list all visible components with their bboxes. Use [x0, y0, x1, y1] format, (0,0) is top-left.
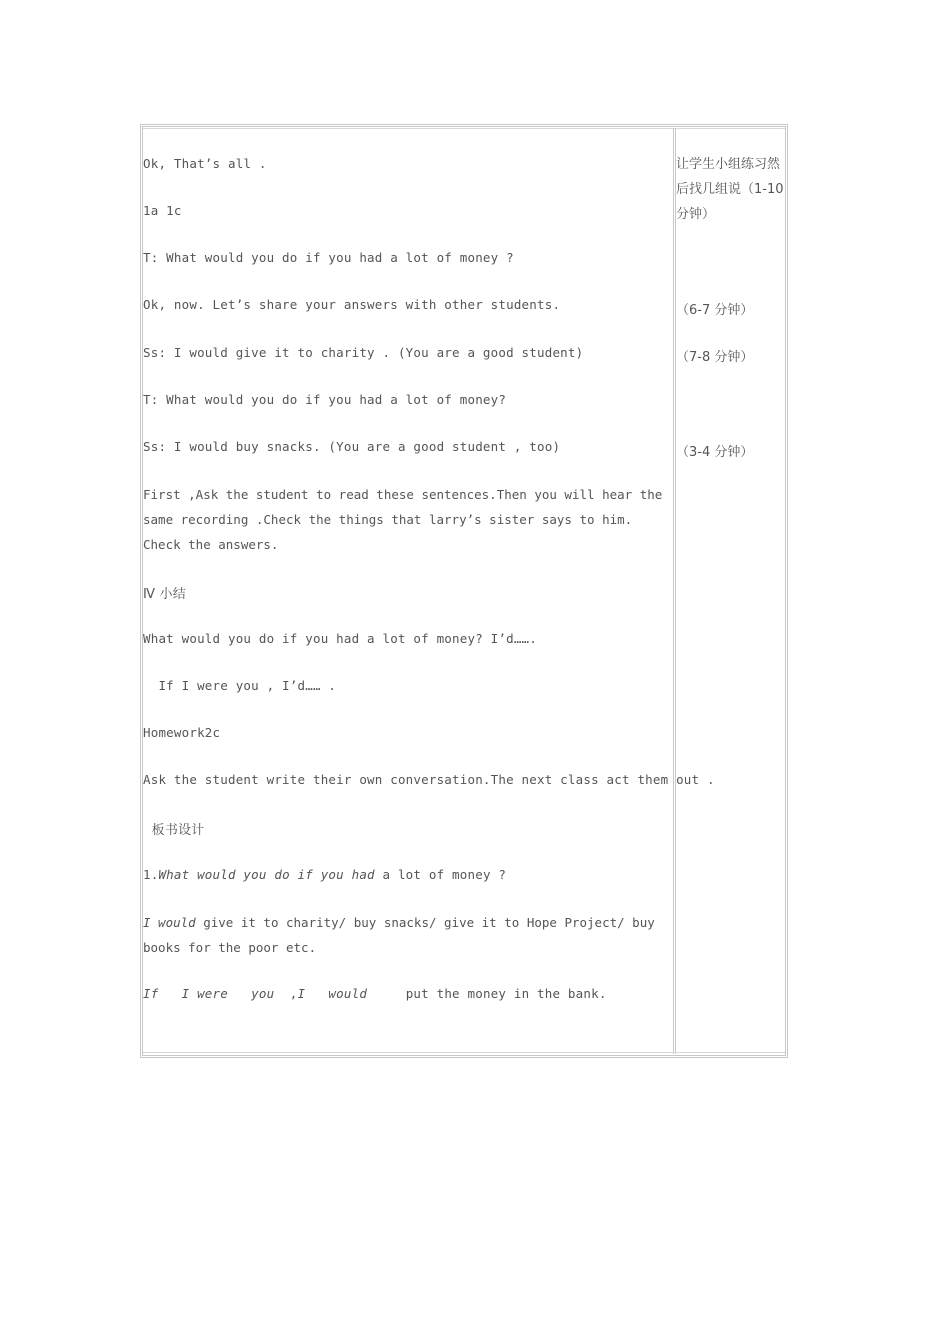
text-line: Ok, That’s all .	[143, 156, 267, 171]
side-note-group-practice: 让学生小组练习然后找几组说（1-10 分钟）	[676, 157, 784, 222]
text-line: Ask the student write their own conversation.The next class act them out .	[143, 772, 715, 787]
text-line: Ok, now. Let’s share your answers with other students.	[143, 297, 561, 312]
text-line: Ss: I would buy snacks. (You are a good student , too)	[143, 439, 561, 454]
text-line: 1.What would you do if you had a lot of money ?	[143, 867, 507, 882]
text-line: Ss: I would give it to charity . (You are a good student)	[143, 345, 584, 360]
board-sentence: I would give it to charity/ buy snacks/ give it to Hope Project/ buy books for the poor etc.	[143, 915, 655, 955]
table-inner-top-border	[143, 128, 785, 129]
text-line: If I were you , I’d…… .	[143, 678, 337, 693]
text-line: What would you do if you had a lot of money? I’d…….	[143, 631, 538, 646]
instruction-paragraph: First ,Ask the student to read these sentences.Then you will hear the same recording .Check the things that larry’s sister says to him. Check the answers.	[143, 487, 663, 552]
section-heading-board-design: 板书设计	[143, 823, 205, 838]
text-line: Homework2c	[143, 725, 221, 740]
side-note-time: （6-7 分钟）	[676, 303, 754, 318]
section-heading-summary: Ⅳ 小结	[143, 587, 186, 602]
side-note-time: （3-4 分钟）	[676, 445, 754, 460]
text-line: 1a 1c	[143, 203, 182, 218]
text-line: T: What would you do if you had a lot of money ?	[143, 250, 514, 265]
text-line: T: What would you do if you had a lot of money?	[143, 392, 507, 407]
text-line: If I were you ,I would put the money in the bank.	[143, 986, 607, 1001]
table-inner-bottom-border	[143, 1052, 785, 1053]
side-note-time: （7-8 分钟）	[676, 350, 754, 365]
